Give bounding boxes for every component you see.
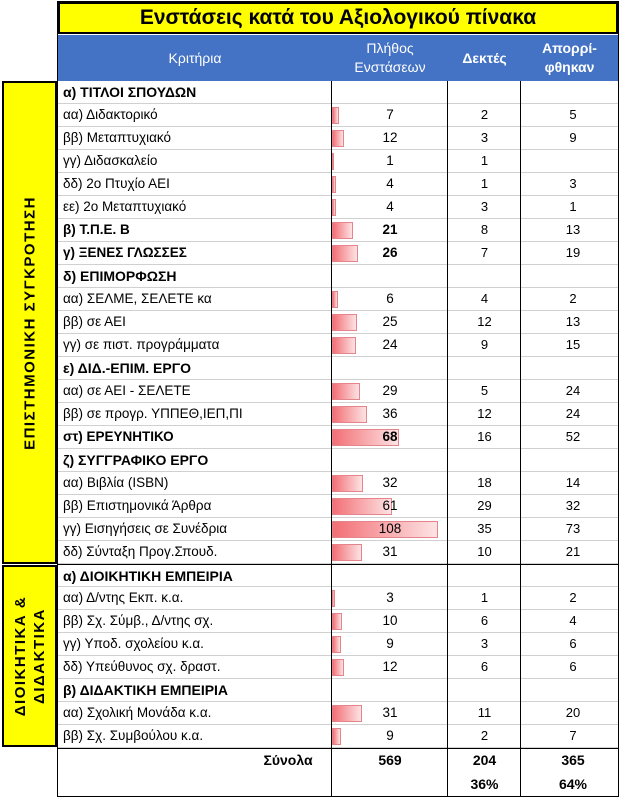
criterion-label: δδ) Σύνταξη Προγ.Σπουδ.	[63, 544, 218, 559]
criterion-label: αα) σε ΑΕΙ - ΣΕΛΕΤΕ	[63, 383, 191, 398]
table-row	[58, 472, 618, 495]
col-header-count	[332, 35, 448, 81]
rejected-count: 2	[569, 590, 577, 605]
section-label-administrative	[2, 565, 57, 747]
percentages-row	[58, 770, 618, 796]
criterion-label: α) ΤΙΤΛΟΙ ΣΠΟΥΔΩΝ	[63, 84, 197, 100]
rejected-count: 15	[565, 337, 581, 352]
rejected-count: 7	[569, 728, 577, 743]
table-row	[58, 150, 618, 173]
column-divider	[520, 81, 521, 796]
table-body	[58, 81, 618, 748]
accepted-count: 2	[480, 107, 489, 122]
accepted-count: 16	[477, 429, 492, 444]
criterion-label: γγ) σε πιστ. προγράμματα	[63, 337, 220, 352]
accepted-count: 35	[477, 521, 492, 536]
accepted-count: 1	[480, 176, 489, 191]
table-row	[58, 587, 618, 610]
table-row	[58, 380, 618, 403]
criterion-label: γ) ΞΕΝΕΣ ΓΛΩΣΣΕΣ	[63, 245, 187, 260]
accepted-count: 2	[480, 728, 489, 743]
table-row	[58, 702, 618, 725]
table-row	[58, 173, 618, 196]
accepted-count: 1	[480, 590, 489, 605]
rejected-count: 6	[569, 659, 577, 674]
category-heading-row	[58, 81, 618, 104]
table-row	[58, 104, 618, 127]
table-row	[58, 633, 618, 656]
objection-count: 25	[382, 314, 398, 329]
percent-accepted: 36%	[470, 776, 499, 792]
criterion-label: αα) ΣΕΛΜΕ, ΣΕΛΕΤΕ κα	[63, 291, 212, 306]
table-row	[58, 196, 618, 219]
accepted-count: 5	[480, 383, 489, 398]
rejected-count: 20	[565, 705, 581, 720]
accepted-count: 3	[480, 199, 489, 214]
table-title: Ενστάσεις κατά του Αξιολογικού πίνακα	[58, 2, 618, 34]
objection-count: 9	[386, 728, 394, 743]
section-label-administrative-line2: ΔΙΔΑΚΤΙΚΑ	[30, 608, 48, 704]
column-divider	[331, 81, 332, 796]
objection-count: 4	[386, 176, 394, 191]
rejected-count: 21	[565, 544, 581, 559]
section-label-administrative-text	[11, 596, 49, 716]
criterion-label: α) ΔΙΟΙΚΗΤΙΚΗ ΕΜΠΕΙΡΙΑ	[63, 568, 233, 584]
table-row	[58, 495, 618, 518]
category-heading-row	[58, 449, 618, 472]
objection-count: 9	[386, 636, 394, 651]
objection-count: 29	[382, 383, 398, 398]
accepted-count: 3	[480, 636, 489, 651]
criterion-label: γγ) Υποδ. σχολείου κ.α.	[63, 636, 204, 651]
criterion-label: εε) 2ο Μεταπτυχιακό	[63, 199, 187, 214]
table-row	[58, 403, 618, 426]
criterion-label: ββ) σε προγρ. ΥΠΠΕΘ,ΙΕΠ,ΠΙ	[63, 406, 243, 421]
accepted-count: 18	[477, 475, 492, 490]
rejected-count: 1	[569, 199, 577, 214]
table-row	[58, 334, 618, 357]
section-label-scientific	[2, 81, 57, 564]
accepted-count: 12	[477, 314, 492, 329]
accepted-count: 6	[480, 613, 489, 628]
table-row	[58, 288, 618, 311]
rejected-count: 19	[565, 245, 581, 260]
criterion-label: ββ) Σχ. Σύμβ., Δ/ντης σχ.	[63, 613, 214, 628]
objection-count: 10	[382, 613, 398, 628]
objection-count: 32	[382, 475, 398, 490]
rejected-count: 5	[569, 107, 577, 122]
totals-rejected: 365	[561, 752, 585, 768]
totals-count: 569	[378, 752, 402, 768]
table-row	[58, 311, 618, 334]
section-label-scientific-text: ΕΠΙΣΤΗΜΟΝΙΚΗ ΣΥΓΚΡΟΤΗΣΗ	[21, 195, 38, 450]
rejected-count: 13	[565, 222, 581, 237]
totals-row	[58, 748, 618, 771]
objection-count: 7	[386, 107, 394, 122]
criterion-label: ββ) Επιστημονικά Άρθρα	[63, 498, 212, 513]
rejected-count: 24	[565, 406, 581, 421]
criterion-label: β) ΔΙΔΑΚΤΙΚΗ ΕΜΠΕΙΡΙΑ	[63, 682, 229, 698]
table-row	[58, 541, 618, 564]
accepted-count: 7	[480, 245, 489, 260]
table-row	[58, 725, 618, 748]
criterion-label: αα) Σχολική Μονάδα κ.α.	[63, 705, 212, 720]
column-divider	[447, 81, 448, 796]
col-header-accepted: Δεκτές	[462, 49, 507, 66]
category-heading-row	[58, 679, 618, 702]
col-header-rejected-line2: φθηκαν	[544, 59, 595, 75]
objection-count: 31	[382, 705, 398, 720]
section-label-administrative-line1: ΔΙΟΙΚΗΤΙΚΑ &	[11, 595, 29, 717]
criterion-label: ε) ΔΙΔ.-ΕΠΙΜ. ΕΡΓΟ	[63, 360, 192, 376]
objection-count: 36	[382, 406, 398, 421]
objection-count: 31	[382, 544, 398, 559]
objection-count: 61	[382, 498, 398, 513]
accepted-count: 3	[480, 130, 489, 145]
accepted-count: 29	[477, 498, 492, 513]
table-row	[58, 219, 618, 242]
accepted-count: 6	[480, 659, 489, 674]
accepted-count: 8	[480, 222, 489, 237]
objection-count: 68	[382, 429, 398, 444]
criterion-label: ββ) Σχ. Συμβούλου κ.α.	[63, 728, 204, 743]
table-row	[58, 610, 618, 633]
objection-count: 6	[386, 291, 394, 306]
accepted-count: 12	[477, 406, 492, 421]
category-heading-row	[58, 357, 618, 380]
criterion-label: ββ) Μεταπτυχιακό	[63, 130, 171, 145]
col-header-count-line2: Ενστάσεων	[354, 59, 426, 75]
rejected-count: 52	[565, 429, 581, 444]
table-row	[58, 518, 618, 541]
table-row	[58, 242, 618, 265]
criterion-label: γγ) Εισηγήσεις σε Συνέδρια	[63, 521, 228, 536]
col-header-rejected-line1: Απορρί-	[542, 40, 597, 56]
criterion-label: ζ) ΣΥΓΓΡΑΦΙΚΟ ΕΡΓΟ	[63, 452, 209, 468]
table-header	[58, 35, 618, 81]
criterion-label: δ) ΕΠΙΜΟΡΦΩΣΗ	[63, 268, 177, 284]
criterion-label: δδ) 2ο Πτυχίο ΑΕΙ	[63, 176, 170, 191]
criterion-label: στ) ΕΡΕΥΝΗΤΙΚΟ	[63, 429, 174, 444]
rejected-count: 2	[569, 291, 577, 306]
objection-count: 3	[386, 590, 394, 605]
criterion-label: β) Τ.Π.Ε. Β	[63, 222, 130, 237]
col-header-rejected	[521, 35, 618, 81]
objection-count: 12	[382, 659, 398, 674]
objection-count: 108	[378, 521, 402, 536]
col-header-criteria: Κριτήρια	[168, 49, 222, 66]
accepted-count: 4	[480, 291, 489, 306]
objection-count: 21	[382, 222, 398, 237]
percent-rejected: 64%	[558, 776, 588, 792]
table-row	[58, 656, 618, 679]
rejected-count: 24	[565, 383, 581, 398]
rejected-count	[528, 150, 618, 172]
rejected-count: 6	[569, 636, 577, 651]
totals-accepted: 204	[472, 752, 497, 768]
rejected-count: 73	[565, 521, 581, 536]
rejected-count: 9	[569, 130, 577, 145]
criterion-label: αα) Δ/ντης Εκπ. κ.α.	[63, 590, 184, 605]
rejected-count: 13	[565, 314, 581, 329]
criterion-label: δδ) Υπεύθυνος σχ. δραστ.	[63, 659, 221, 674]
accepted-count: 11	[477, 705, 492, 720]
objection-count: 26	[382, 245, 398, 260]
objection-count: 4	[386, 199, 394, 214]
table-row	[58, 426, 618, 449]
objection-count: 1	[386, 153, 394, 168]
accepted-count: 1	[480, 153, 489, 168]
rejected-count: 4	[569, 613, 577, 628]
criterion-label: αα) Βιβλία (ISBN)	[63, 475, 169, 490]
totals-label: Σύνολα	[263, 752, 313, 768]
category-heading-row	[58, 265, 618, 288]
objection-count: 12	[382, 130, 398, 145]
accepted-count: 9	[480, 337, 489, 352]
criterion-label: γγ) Διδασκαλείο	[63, 153, 158, 168]
rejected-count: 3	[569, 176, 577, 191]
criterion-label: ββ) σε ΑΕΙ	[63, 314, 126, 329]
table-row	[58, 127, 618, 150]
category-heading-row	[58, 564, 618, 587]
accepted-count: 10	[477, 544, 492, 559]
rejected-count: 14	[565, 475, 581, 490]
criterion-label: αα) Διδακτορικό	[63, 107, 158, 122]
rejected-count: 32	[565, 498, 581, 513]
col-header-count-line1: Πλήθος	[366, 40, 414, 56]
objection-count: 24	[382, 337, 398, 352]
